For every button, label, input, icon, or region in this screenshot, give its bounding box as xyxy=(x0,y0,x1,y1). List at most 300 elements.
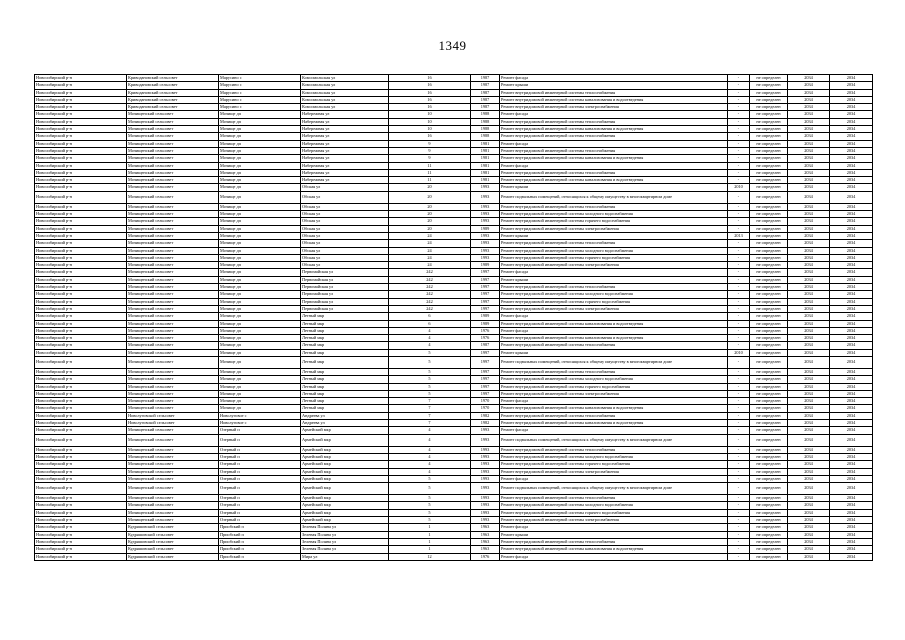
status-cell: не определен xyxy=(750,269,788,276)
last-repair-year-cell: - xyxy=(728,509,750,516)
house-cell: 242 xyxy=(389,284,471,291)
status-cell: не определен xyxy=(750,184,788,191)
table-row xyxy=(35,169,873,176)
plan-end-year-cell: 2034 xyxy=(830,298,873,305)
plan-end-year-cell: 2034 xyxy=(830,327,873,334)
district-cell: Новосибирский р-н xyxy=(35,262,127,269)
plan-start-year-cell: 2034 xyxy=(788,305,830,312)
settlement-cell: Мочищенский сельсовет xyxy=(127,203,219,210)
status-cell: не определен xyxy=(750,502,788,509)
locality-cell: Мочище дп xyxy=(219,254,301,261)
street-cell: Армейский мкр xyxy=(301,509,389,516)
last-repair-year-cell: - xyxy=(728,368,750,375)
work-type-cell: Ремонт фасада xyxy=(500,75,728,82)
plan-start-year-cell: 2034 xyxy=(788,368,830,375)
settlement-cell: Мочищенский сельсовет xyxy=(127,191,219,203)
table-row xyxy=(35,517,873,524)
work-type-cell: Ремонт крыши xyxy=(500,184,728,191)
year-built-cell: 1993 xyxy=(471,483,500,495)
plan-end-year-cell: 2034 xyxy=(830,335,873,342)
locality-cell: Мочище дп xyxy=(219,305,301,312)
plan-start-year-cell: 2034 xyxy=(788,126,830,133)
house-cell: 20 xyxy=(389,191,471,203)
house-cell: 5 xyxy=(389,483,471,495)
house-cell: 5 xyxy=(389,517,471,524)
settlement-cell: Мочищенский сельсовет xyxy=(127,383,219,390)
last-repair-year-cell: - xyxy=(728,276,750,283)
street-cell: Армейский мкр xyxy=(301,483,389,495)
district-cell: Новосибирский р-н xyxy=(35,335,127,342)
table-row xyxy=(35,247,873,254)
street-cell: Армейский мкр xyxy=(301,517,389,524)
street-cell: Армейский мкр xyxy=(301,502,389,509)
plan-end-year-cell: 2034 xyxy=(830,203,873,210)
table-row xyxy=(35,284,873,291)
street-cell: Обская ул xyxy=(301,218,389,225)
last-repair-year-cell: - xyxy=(728,225,750,232)
work-type-cell: Ремонт внутридомовой инженерной системы горячего водоснабжения xyxy=(500,298,728,305)
last-repair-year-cell: - xyxy=(728,453,750,460)
plan-end-year-cell: 2034 xyxy=(830,118,873,125)
street-cell: Набережная ул xyxy=(301,111,389,118)
plan-end-year-cell: 2034 xyxy=(830,240,873,247)
plan-start-year-cell: 2034 xyxy=(788,169,830,176)
district-cell: Новосибирский р-н xyxy=(35,291,127,298)
work-type-cell: Ремонт внутридомовой инженерной системы горячего водоснабжения xyxy=(500,218,728,225)
table-row xyxy=(35,313,873,320)
house-cell: 4 xyxy=(389,461,471,468)
work-type-cell: Ремонт внутридомовой инженерной системы электроснабжения xyxy=(500,468,728,475)
last-repair-year-cell: - xyxy=(728,502,750,509)
street-cell: Летный мкр xyxy=(301,376,389,383)
settlement-cell: Мочищенский сельсовет xyxy=(127,398,219,405)
table-row xyxy=(35,427,873,434)
street-cell: Обская ул xyxy=(301,211,389,218)
house-cell: 4 xyxy=(389,335,471,342)
house-cell: 12 xyxy=(389,553,471,560)
status-cell: не определен xyxy=(750,427,788,434)
last-repair-year-cell: - xyxy=(728,446,750,453)
street-cell: Обская ул xyxy=(301,184,389,191)
locality-cell: Мочище дп xyxy=(219,232,301,239)
locality-cell: Мочище дп xyxy=(219,368,301,375)
table-row xyxy=(35,405,873,412)
plan-end-year-cell: 2034 xyxy=(830,446,873,453)
status-cell: не определен xyxy=(750,177,788,184)
plan-end-year-cell: 2034 xyxy=(830,517,873,524)
locality-cell: Мочище дп xyxy=(219,126,301,133)
table-row xyxy=(35,75,873,82)
last-repair-year-cell: - xyxy=(728,191,750,203)
street-cell: Комсомольская ул xyxy=(301,75,389,82)
locality-cell: Мочище дп xyxy=(219,383,301,390)
table-row xyxy=(35,461,873,468)
settlement-cell: Криводановский сельсовет xyxy=(127,82,219,89)
street-cell: Летный мкр xyxy=(301,368,389,375)
last-repair-year-cell: - xyxy=(728,284,750,291)
settlement-cell: Мочищенский сельсовет xyxy=(127,461,219,468)
locality-cell: Озерный п xyxy=(219,427,301,434)
status-cell: не определен xyxy=(750,335,788,342)
year-built-cell: 1987 xyxy=(471,104,500,111)
status-cell: не определен xyxy=(750,434,788,446)
settlement-cell: Мочищенский сельсовет xyxy=(127,495,219,502)
year-built-cell: 1993 xyxy=(471,502,500,509)
plan-start-year-cell: 2034 xyxy=(788,383,830,390)
settlement-cell: Мочищенский сельсовет xyxy=(127,232,219,239)
plan-end-year-cell: 2034 xyxy=(830,254,873,261)
plan-end-year-cell: 2034 xyxy=(830,502,873,509)
status-cell: не определен xyxy=(750,398,788,405)
settlement-cell: Кудряшовский сельсовет xyxy=(127,524,219,531)
street-cell: Армейский мкр xyxy=(301,453,389,460)
plan-start-year-cell: 2034 xyxy=(788,96,830,103)
year-built-cell: 1989 xyxy=(471,320,500,327)
house-cell: 9 xyxy=(389,140,471,147)
year-built-cell: 1993 xyxy=(471,184,500,191)
district-cell: Новосибирский р-н xyxy=(35,509,127,516)
settlement-cell: Мочищенский сельсовет xyxy=(127,133,219,140)
work-type-cell: Ремонт подвальных помещений, относящихся к общему имуществу в многоквартирном доме xyxy=(500,483,728,495)
work-type-cell: Ремонт фасада xyxy=(500,313,728,320)
street-cell: Комсомольская ул xyxy=(301,89,389,96)
plan-start-year-cell: 2034 xyxy=(788,427,830,434)
settlement-cell: Мочищенский сельсовет xyxy=(127,284,219,291)
work-type-cell: Ремонт фасада xyxy=(500,111,728,118)
house-cell: 16 xyxy=(389,104,471,111)
year-built-cell: 1997 xyxy=(471,269,500,276)
street-cell: Андреева ул xyxy=(301,412,389,419)
locality-cell: Мочище дп xyxy=(219,284,301,291)
plan-end-year-cell: 2034 xyxy=(830,412,873,419)
settlement-cell: Мочищенский сельсовет xyxy=(127,240,219,247)
house-cell: 5 xyxy=(389,356,471,368)
settlement-cell: Мочищенский сельсовет xyxy=(127,405,219,412)
work-type-cell: Ремонт фасада xyxy=(500,427,728,434)
street-cell: Набережная ул xyxy=(301,162,389,169)
plan-start-year-cell: 2034 xyxy=(788,553,830,560)
district-cell: Новосибирский р-н xyxy=(35,104,127,111)
house-cell: 24 xyxy=(389,254,471,261)
plan-start-year-cell: 2034 xyxy=(788,184,830,191)
locality-cell: Мочище дп xyxy=(219,335,301,342)
plan-start-year-cell: 2034 xyxy=(788,191,830,203)
year-built-cell: 1993 xyxy=(471,427,500,434)
locality-cell: Мочище дп xyxy=(219,349,301,356)
table-row xyxy=(35,335,873,342)
settlement-cell: Мочищенский сельсовет xyxy=(127,427,219,434)
plan-start-year-cell: 2034 xyxy=(788,269,830,276)
house-cell: 20 xyxy=(389,225,471,232)
year-built-cell: 1982 xyxy=(471,412,500,419)
table-row xyxy=(35,211,873,218)
work-type-cell: Ремонт внутридомовой инженерной системы холодного водоснабжения xyxy=(500,453,728,460)
work-type-cell: Ремонт крыши xyxy=(500,349,728,356)
house-cell: 11 xyxy=(389,162,471,169)
last-repair-year-cell: - xyxy=(728,538,750,545)
plan-end-year-cell: 2034 xyxy=(830,538,873,545)
last-repair-year-cell: - xyxy=(728,531,750,538)
plan-start-year-cell: 2034 xyxy=(788,327,830,334)
work-type-cell: Ремонт фасада xyxy=(500,327,728,334)
plan-end-year-cell: 2034 xyxy=(830,461,873,468)
street-cell: Армейский мкр xyxy=(301,468,389,475)
work-type-cell: Ремонт крыши xyxy=(500,276,728,283)
locality-cell: Мочище дп xyxy=(219,162,301,169)
last-repair-year-cell: - xyxy=(728,218,750,225)
plan-start-year-cell: 2034 xyxy=(788,434,830,446)
status-cell: не определен xyxy=(750,342,788,349)
locality-cell: Мочище дп xyxy=(219,356,301,368)
locality-cell: Приобский п xyxy=(219,546,301,553)
work-type-cell: Ремонт внутридомовой инженерной системы теплоснабжения xyxy=(500,118,728,125)
table-row xyxy=(35,218,873,225)
work-type-cell: Ремонт внутридомовой инженерной системы электроснабжения xyxy=(500,225,728,232)
last-repair-year-cell: - xyxy=(728,211,750,218)
street-cell: Андреева ул xyxy=(301,420,389,427)
year-built-cell: 1989 xyxy=(471,313,500,320)
street-cell: Зеленая Поляна ул xyxy=(301,531,389,538)
table-row xyxy=(35,446,873,453)
status-cell: не определен xyxy=(750,111,788,118)
status-cell: не определен xyxy=(750,75,788,82)
status-cell: не определен xyxy=(750,126,788,133)
work-type-cell: Ремонт фасада xyxy=(500,553,728,560)
locality-cell: Мочище дп xyxy=(219,313,301,320)
status-cell: не определен xyxy=(750,538,788,545)
locality-cell: Озерный п xyxy=(219,475,301,482)
year-built-cell: 1993 xyxy=(471,211,500,218)
work-type-cell: Ремонт внутридомовой инженерной системы теплоснабжения xyxy=(500,412,728,419)
status-cell: не определен xyxy=(750,349,788,356)
status-cell: не определен xyxy=(750,368,788,375)
status-cell: не определен xyxy=(750,211,788,218)
street-cell: Обская ул xyxy=(301,254,389,261)
house-cell: 16 xyxy=(389,96,471,103)
house-cell: 20 xyxy=(389,218,471,225)
year-built-cell: 1997 xyxy=(471,284,500,291)
status-cell: не определен xyxy=(750,546,788,553)
district-cell: Новосибирский р-н xyxy=(35,147,127,154)
status-cell: не определен xyxy=(750,420,788,427)
district-cell: Новосибирский р-н xyxy=(35,349,127,356)
locality-cell: Мочище дп xyxy=(219,291,301,298)
status-cell: не определен xyxy=(750,305,788,312)
house-cell: 16 xyxy=(389,89,471,96)
last-repair-year-cell: - xyxy=(728,320,750,327)
district-cell: Новосибирский р-н xyxy=(35,126,127,133)
house-cell: 20 xyxy=(389,211,471,218)
street-cell: Обская ул xyxy=(301,247,389,254)
district-cell: Новосибирский р-н xyxy=(35,184,127,191)
street-cell: Обская ул xyxy=(301,262,389,269)
year-built-cell: 1963 xyxy=(471,531,500,538)
status-cell: не определен xyxy=(750,320,788,327)
table-row xyxy=(35,276,873,283)
house-cell: 1 xyxy=(389,538,471,545)
locality-cell: Мочище дп xyxy=(219,111,301,118)
year-built-cell: 1993 xyxy=(471,434,500,446)
status-cell: не определен xyxy=(750,203,788,210)
locality-cell: Мочище дп xyxy=(219,376,301,383)
house-cell: 6 xyxy=(389,313,471,320)
locality-cell: Приобский п xyxy=(219,524,301,531)
work-type-cell: Ремонт внутридомовой инженерной системы холодного водоснабжения xyxy=(500,502,728,509)
year-built-cell: 1970 xyxy=(471,398,500,405)
house-cell: 242 xyxy=(389,276,471,283)
last-repair-year-cell: - xyxy=(728,461,750,468)
plan-start-year-cell: 2034 xyxy=(788,453,830,460)
street-cell: Летный мкр xyxy=(301,327,389,334)
settlement-cell: Мочищенский сельсовет xyxy=(127,177,219,184)
plan-end-year-cell: 2034 xyxy=(830,184,873,191)
table-row xyxy=(35,531,873,538)
last-repair-year-cell: - xyxy=(728,75,750,82)
year-built-cell: 1981 xyxy=(471,147,500,154)
status-cell: не определен xyxy=(750,483,788,495)
year-built-cell: 1976 xyxy=(471,553,500,560)
table-row xyxy=(35,96,873,103)
district-cell: Новосибирский р-н xyxy=(35,495,127,502)
plan-end-year-cell: 2034 xyxy=(830,169,873,176)
district-cell: Новосибирский р-н xyxy=(35,96,127,103)
district-cell: Новосибирский р-н xyxy=(35,133,127,140)
last-repair-year-cell: - xyxy=(728,483,750,495)
plan-start-year-cell: 2034 xyxy=(788,461,830,468)
status-cell: не определен xyxy=(750,218,788,225)
settlement-cell: Мочищенский сельсовет xyxy=(127,155,219,162)
table-row xyxy=(35,524,873,531)
house-cell: 20 xyxy=(389,184,471,191)
district-cell: Новосибирский р-н xyxy=(35,327,127,334)
street-cell: Зеленая Поляна ул xyxy=(301,546,389,553)
house-cell: 5 xyxy=(389,475,471,482)
last-repair-year-cell: - xyxy=(728,327,750,334)
house-cell: 1 xyxy=(389,531,471,538)
house-cell: 24 xyxy=(389,232,471,239)
year-built-cell: 1993 xyxy=(471,446,500,453)
street-cell: Первомайская ул xyxy=(301,305,389,312)
year-built-cell: 1993 xyxy=(471,461,500,468)
street-cell: Армейский мкр xyxy=(301,475,389,482)
table-row xyxy=(35,89,873,96)
status-cell: не определен xyxy=(750,461,788,468)
street-cell: Обская ул xyxy=(301,232,389,239)
district-cell: Новосибирский р-н xyxy=(35,284,127,291)
plan-end-year-cell: 2034 xyxy=(830,356,873,368)
house-cell: 7 xyxy=(389,405,471,412)
district-cell: Новосибирский р-н xyxy=(35,390,127,397)
district-cell: Новосибирский р-н xyxy=(35,546,127,553)
settlement-cell: Кудряшовский сельсовет xyxy=(127,546,219,553)
status-cell: не определен xyxy=(750,247,788,254)
street-cell: Армейский мкр xyxy=(301,434,389,446)
settlement-cell: Мочищенский сельсовет xyxy=(127,126,219,133)
plan-start-year-cell: 2034 xyxy=(788,398,830,405)
plan-end-year-cell: 2034 xyxy=(830,111,873,118)
plan-end-year-cell: 2034 xyxy=(830,177,873,184)
plan-start-year-cell: 2034 xyxy=(788,531,830,538)
status-cell: не определен xyxy=(750,446,788,453)
street-cell: Комсомольская ул xyxy=(301,82,389,89)
street-cell: Летный мкр xyxy=(301,356,389,368)
district-cell: Новосибирский р-н xyxy=(35,211,127,218)
street-cell: Набережная ул xyxy=(301,126,389,133)
status-cell: не определен xyxy=(750,524,788,531)
table-row xyxy=(35,434,873,446)
locality-cell: Озерный п xyxy=(219,446,301,453)
work-type-cell: Ремонт внутридомовой инженерной системы канализования и водоотведения xyxy=(500,155,728,162)
last-repair-year-cell: - xyxy=(728,126,750,133)
table-row xyxy=(35,104,873,111)
settlement-cell: Мочищенский сельсовет xyxy=(127,269,219,276)
plan-start-year-cell: 2034 xyxy=(788,376,830,383)
year-built-cell: 1997 xyxy=(471,305,500,312)
locality-cell: Мочище дп xyxy=(219,203,301,210)
settlement-cell: Криводановский сельсовет xyxy=(127,96,219,103)
status-cell: не определен xyxy=(750,298,788,305)
district-cell: Новосибирский р-н xyxy=(35,254,127,261)
settlement-cell: Кудряшовский сельсовет xyxy=(127,531,219,538)
work-type-cell: Ремонт внутридомовой инженерной системы горячего водоснабжения xyxy=(500,383,728,390)
table-row xyxy=(35,327,873,334)
plan-start-year-cell: 2034 xyxy=(788,538,830,545)
table-row xyxy=(35,232,873,239)
year-built-cell: 1963 xyxy=(471,546,500,553)
district-cell: Новосибирский р-н xyxy=(35,320,127,327)
plan-start-year-cell: 2034 xyxy=(788,75,830,82)
work-type-cell: Ремонт крыши xyxy=(500,531,728,538)
settlement-cell: Криводановский сельсовет xyxy=(127,75,219,82)
plan-end-year-cell: 2034 xyxy=(830,211,873,218)
status-cell: не определен xyxy=(750,169,788,176)
plan-end-year-cell: 2034 xyxy=(830,475,873,482)
settlement-cell: Мочищенский сельсовет xyxy=(127,502,219,509)
status-cell: не определен xyxy=(750,133,788,140)
work-type-cell: Ремонт внутридомовой инженерной системы теплоснабжения xyxy=(500,203,728,210)
status-cell: не определен xyxy=(750,412,788,419)
year-built-cell: 1963 xyxy=(471,524,500,531)
plan-end-year-cell: 2034 xyxy=(830,434,873,446)
table-row xyxy=(35,538,873,545)
settlement-cell: Мочищенский сельсовет xyxy=(127,218,219,225)
year-built-cell: 1997 xyxy=(471,376,500,383)
street-cell: Зеленая Поляна ул xyxy=(301,524,389,531)
work-type-cell: Ремонт внутридомовой инженерной системы электроснабжения xyxy=(500,262,728,269)
district-cell: Новосибирский р-н xyxy=(35,368,127,375)
district-cell: Новосибирский р-н xyxy=(35,405,127,412)
plan-end-year-cell: 2034 xyxy=(830,232,873,239)
district-cell: Новосибирский р-н xyxy=(35,412,127,419)
settlement-cell: Мочищенский сельсовет xyxy=(127,111,219,118)
year-built-cell: 1976 xyxy=(471,335,500,342)
work-type-cell: Ремонт фасада xyxy=(500,140,728,147)
settlement-cell: Кудряшовский сельсовет xyxy=(127,538,219,545)
last-repair-year-cell: - xyxy=(728,169,750,176)
district-cell: Новосибирский р-н xyxy=(35,89,127,96)
plan-end-year-cell: 2034 xyxy=(830,453,873,460)
district-cell: Новосибирский р-н xyxy=(35,420,127,427)
last-repair-year-cell: - xyxy=(728,390,750,397)
last-repair-year-cell: - xyxy=(728,254,750,261)
district-cell: Новосибирский р-н xyxy=(35,427,127,434)
plan-start-year-cell: 2034 xyxy=(788,225,830,232)
plan-start-year-cell: 2034 xyxy=(788,276,830,283)
settlement-cell: Мочищенский сельсовет xyxy=(127,225,219,232)
table-row xyxy=(35,420,873,427)
year-built-cell: 1997 xyxy=(471,356,500,368)
street-cell: Летный мкр xyxy=(301,398,389,405)
